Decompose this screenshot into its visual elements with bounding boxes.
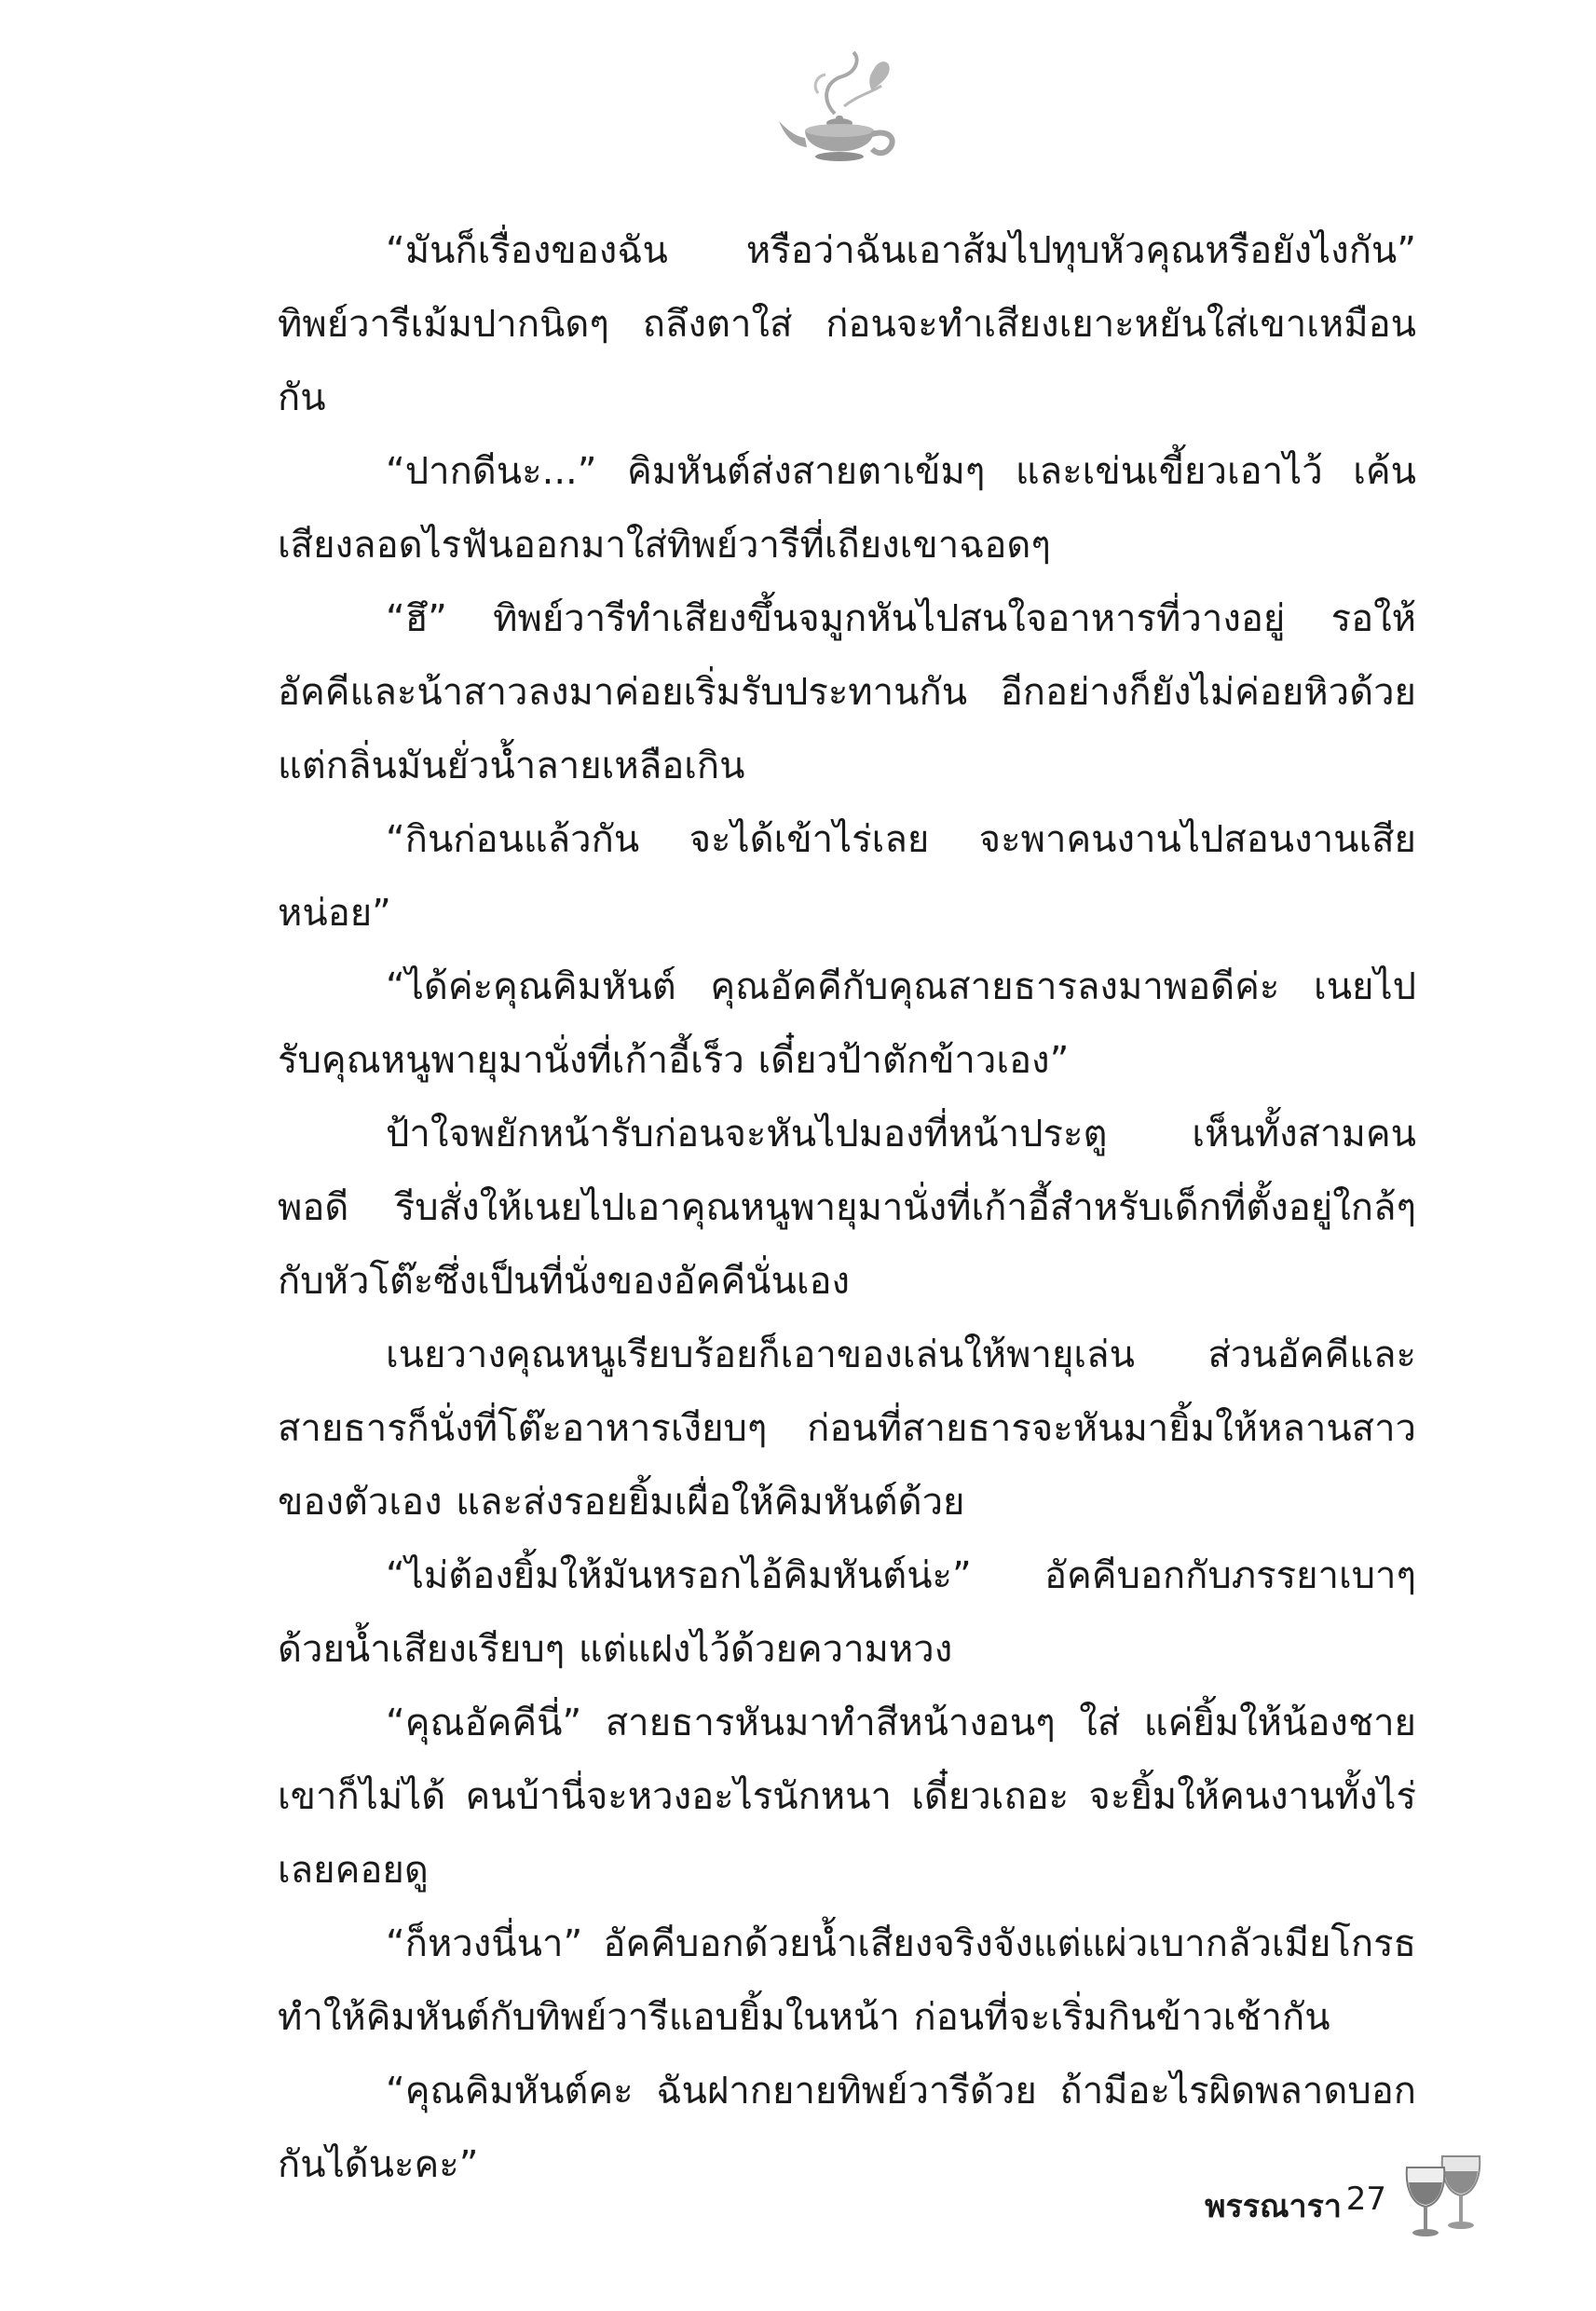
paragraph: “ฮึ” ทิพย์วารีทำเสียงขึ้นจมูกหันไปสนใจอาหารที่วางอยู่ รอให้อัคคีและน้าสาวลงมาค่อยเริ่มรับประทานกัน อีกอย่างก็ยังไม่ค่อยหิวด้วย แต่กลิ่นมันยั่วน้ำลายเหลือเกิน: [278, 597, 1416, 787]
paragraph: “ปากดีนะ...” คิมหันต์ส่งสายตาเข้มๆ และเข่นเขี้ยวเอาไว้ เค้นเสียงลอดไรฟันออกมาใส่ทิพย์วารีที่เถียงเขาฉอดๆ: [278, 450, 1416, 567]
paragraph: “คุณคิมหันต์คะ ฉันฝากยายทิพย์วารีด้วย ถ้ามีอะไรผิดพลาดบอกกันได้นะคะ”: [278, 2070, 1416, 2186]
body-text: [278, 214, 1416, 2202]
paragraph: “มันก็เรื่องของฉัน หรือว่าฉันเอาส้มไปทุบหัวคุณหรือยังไงกัน” ทิพย์วารีเม้มปากนิดๆ ถลึงตาใส่ ก่อนจะทำเสียงเยาะหยันใส่เขาเหมือนกัน: [278, 229, 1416, 419]
page-number: 27: [1345, 2181, 1386, 2218]
paragraph: “ได้ค่ะคุณคิมหันต์ คุณอัคคีกับคุณสายธารลงมาพอดีค่ะ เนยไปรับคุณหนูพายุมานั่งที่เก้าอี้เร็ว เดี๋ยวป้าตักข้าวเอง”: [278, 965, 1416, 1082]
book-title: พรรณารา: [1205, 2188, 1342, 2225]
paragraph: “ก็หวงนี่นา” อัคคีบอกด้วยน้ำเสียงจริงจังแต่แผ่วเบากลัวเมียโกรธ ทำให้คิมหันต์กับทิพย์วารีแอบยิ้มในหน้า ก่อนที่จะเริ่มกินข้าวเช้ากัน: [278, 1922, 1416, 2039]
teapot-ornament-icon: [770, 48, 909, 174]
paragraph: ป้าใจพยักหน้ารับก่อนจะหันไปมองที่หน้าประตู เห็นทั้งสามคนพอดี รีบสั่งให้เนยไปเอาคุณหนูพายุมานั่งที่เก้าอี้สำหรับเด็กที่ตั้งอยู่ใกล้ๆ กับหัวโต๊ะซึ่งเป็นที่นั่งของอัคคีนั่นเอง: [278, 1113, 1416, 1303]
paragraph: เนยวางคุณหนูเรียบร้อยก็เอาของเล่นให้พายุเล่น ส่วนอัคคีและสายธารก็นั่งที่โต๊ะอาหารเงียบๆ ก่อนที่สายธารจะหันมายิ้มให้หลานสาวของตัวเอง และส่งรอยยิ้มเผื่อให้คิมหันต์ด้วย: [278, 1333, 1416, 1524]
paragraph: “คุณอัคคีนี่” สายธารหันมาทำสีหน้างอนๆ ใส่ แค่ยิ้มให้น้องชายเขาก็ไม่ได้ คนบ้านี่จะหวงอะไรนักหนา เดี๋ยวเถอะ จะยิ้มให้คนงานทั้งไร่เลยคอยดู: [278, 1702, 1416, 1892]
paragraph: “กินก่อนแล้วกัน จะได้เข้าไร่เลย จะพาคนงานไปสอนงานเสียหน่อย”: [278, 818, 1416, 935]
paragraph: “ไม่ต้องยิ้มให้มันหรอกไอ้คิมหันต์น่ะ” อัคคีบอกกับภรรยาเบาๆ ด้วยน้ำเสียงเรียบๆ แต่แฝงไว้ด้วยความหวง: [278, 1554, 1416, 1671]
page-footer: [1137, 2143, 1509, 2246]
wine-glasses-icon: [1398, 2147, 1491, 2240]
